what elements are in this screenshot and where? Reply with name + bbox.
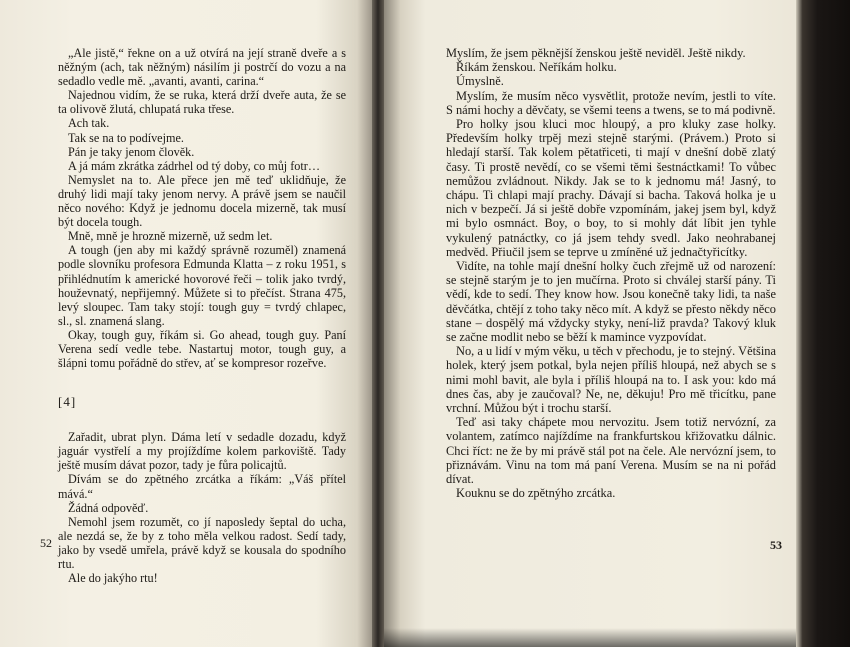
paragraph: Kouknu se do zpětnýho zrcátka. <box>456 486 616 501</box>
book-gutter <box>372 0 384 647</box>
paragraph: Zařadit, ubrat plyn. Dáma letí v sedadle dozadu, když jaguár vystřelí a my projíždíme kolem parkoviště. Tady ještě musím dávat pozor, tady je fůra policajtů. <box>58 430 346 473</box>
paragraph: Teď asi taky chápete mou nervozitu. Jsem totiž nervózní, za volantem, zatímco najíždíme na frankfurtskou křižovatku dálnic. Chci říct: ne že by mi právě stál pot na čele. Ale nervózní jsem, to přiznávám. Vinu na tom má paní Verena. Musím se na ni pořád dívat. <box>446 415 776 487</box>
paragraph: „Ale jistě,“ řekne on a už otvírá na její straně dveře a s něžným (ach, tak něžným) násilím ji postrčí do vozu a na sedadlo vedle mě. „avanti, avanti, carina.“ <box>58 46 346 89</box>
left-page-text-top <box>58 46 346 370</box>
paragraph: Ale do jakýho rtu! <box>68 571 158 586</box>
paragraph: No, a u lidí v mým věku, u těch v přechodu, je to stejný. Většina holek, který jsem potkal, byla nejen příliš hloupá, než abych se s nimi mohl bavit, ale byla i příliš hloupá na to. I ask you: kdo má dnes čas, aby je zaučoval? Ne, ne, děkuju! Pro mě třicítku, pane vrchní. Můžou být i trochu starší. <box>446 344 776 416</box>
page-number-right: 53 <box>770 538 782 552</box>
paragraph: Úmyslně. <box>456 74 504 89</box>
bottom-shadow <box>384 628 796 647</box>
right-page <box>384 0 796 647</box>
paragraph: Okay, tough guy, říkám si. Go ahead, tough guy. Paní Verena sedí vedle tebe. Nastartuj motor, tough guy, a šlápni tomu pořádně do střev, ať se kompresor rozeřve. <box>58 327 346 371</box>
paragraph: Najednou vidím, že se ruka, která drží dveře auta, že se ta olivově žlutá, chlupatá ruka třese. <box>58 88 346 117</box>
paragraph: Ach tak. <box>68 116 110 131</box>
paragraph: Myslím, že jsem pěknější ženskou ještě neviděl. Ještě nikdy. <box>446 46 746 60</box>
paragraph: A tough (jen aby mi každý správně rozuměl) znamená podle slovníku profesora Edmunda Klatta – z roku 1951, s přihlédnutím k americké hovorové řeči – tolik jako tvrdý, houževnatý, nepřijemný. Můžete si to přečíst. Strana 475, levý sloupec. Tam taky stojí: tough guy = tvrdý chlapec, sl., sl. znamená slang. <box>58 243 346 328</box>
paragraph: Tak se na to podívejme. <box>68 130 184 145</box>
left-page-text-bottom <box>58 430 346 585</box>
paragraph: Pán je taky jenom člověk. <box>68 144 195 159</box>
paragraph: Mně, mně je hrozně mizerně, už sedm let. <box>68 229 273 244</box>
page-edge-shadow <box>796 0 850 647</box>
paragraph: Nemyslet na to. Ale přece jen mě teď uklidňuje, že druhý lidi mají taky jenom nervy. A právě jsem se naučil něco nového: Když je jednomu docela mizerně, tak musí být docela tough. <box>58 172 346 230</box>
paragraph: Vidíte, na tohle mají dnešní holky čuch zřejmě už od narození: se stejně starým je to jen mučírna. Proto si chválej starší pány. Ti vědí, kde to sedí. They know how. Jsou konečně taky lidi, ta naše děvčátka, chtějí z toho taky něco mít. A když se přesto někdy něco stane – dospělý má vždycky styky, není-liž pravda? Takový kluk se začne modlit nebo se běží k mamince vyzpovídat. <box>446 259 776 345</box>
page-number-left: 52 <box>40 536 52 550</box>
paragraph: A já mám zkrátka zádrhel od tý doby, co můj fotr… <box>68 158 321 173</box>
left-page <box>0 0 372 647</box>
paragraph: Žádná odpověď. <box>68 500 149 515</box>
section-number: [4] <box>58 394 77 410</box>
right-page-text <box>446 46 776 501</box>
paragraph: Nemohl jsem rozumět, co jí naposledy šeptal do ucha, ale nezdá se, že by z toho měla velkou radost. Sedí tady, jako by vsedě umřela, právě když se kousala do spodního rtu. <box>58 514 346 571</box>
paragraph: Pro holky jsou kluci moc hloupý, a pro kluky zase holky. Především holky trpěj mezi stejně starými. (Právem.) Proto si hledají starší. Tak kolem pětatřiceti, ti mají v dnešní době zlatý časy. Ti prostě nevědí, co se všemi těmi šestnáctkami! To vůbec nemůžou zvládnout. Nikdy. Jak se to k jednomu má! Jasný, to chápu. Ti chlapi mají prachy. Dávají si bacha. Taková holka je u nich v bezpečí. Já si ještě dobře vzpomínám, jakej jsem byl, když mi bylo osmnáct. Boy, o boy, to si mohly dát líbit jen tyhle vykulený patnáctky, co já jsem tehdy svedl. Jako neohrabanej medvěd. Přiučil jsem se teprve u zmíněné už jednačtyřicítky. <box>446 117 776 259</box>
paragraph: Dívám se do zpětného zrcátka a říkám: „Váš přítel mává.“ <box>58 472 346 501</box>
paragraph: Myslím, že musím něco vysvětlit, protože nevím, jestli to víte. S námi hochy a děvčaty, se všemi teens a twens, se to má podivně. <box>446 88 776 117</box>
paragraph: Říkám ženskou. Neříkám holku. <box>456 60 617 75</box>
